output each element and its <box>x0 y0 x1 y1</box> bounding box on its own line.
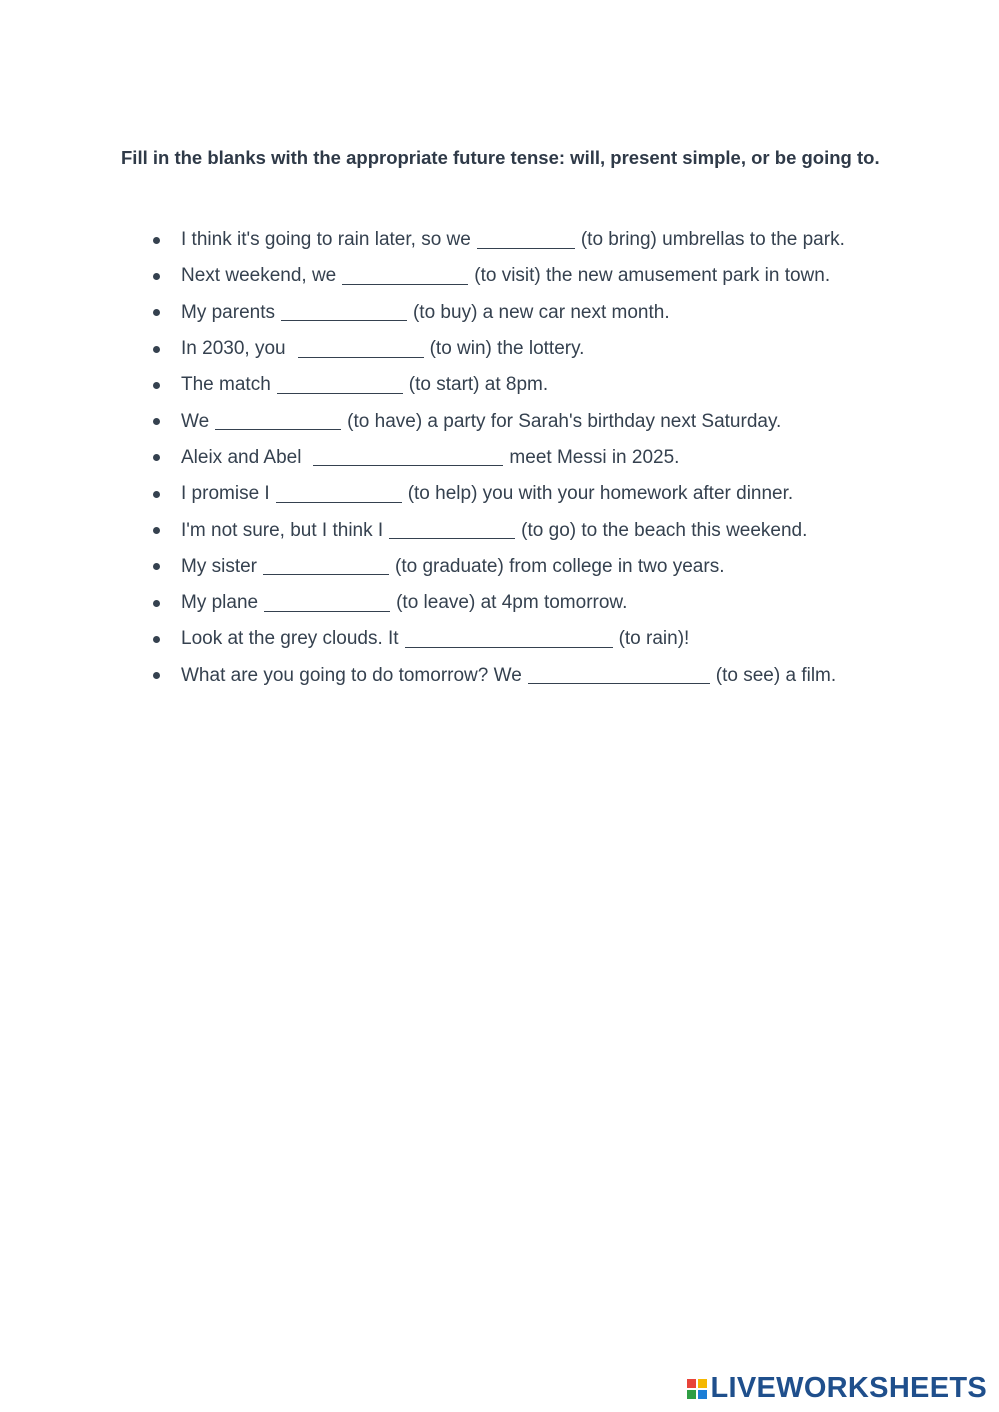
item-text-after: (to have) a party for Sarah's birthday next Saturday. <box>347 410 782 432</box>
item-text-before: My plane <box>181 592 259 614</box>
item-text-before: In 2030, you <box>181 338 286 360</box>
logo-block <box>698 1379 707 1388</box>
answer-blank[interactable] <box>313 449 503 466</box>
bullet-icon <box>153 237 160 244</box>
logo-block <box>698 1390 707 1399</box>
answer-blank[interactable] <box>405 631 613 648</box>
item-text-after: (to rain)! <box>618 628 690 650</box>
answer-blank[interactable] <box>215 413 341 430</box>
item-text-after: (to win) the lottery. <box>429 338 585 360</box>
item-text-after: (to visit) the new amusement park in town. <box>474 265 831 287</box>
list-item <box>150 585 845 621</box>
item-text-after: (to help) you with your homework after dinner. <box>407 483 794 505</box>
answer-blank[interactable] <box>281 304 407 321</box>
answer-blank[interactable] <box>342 268 468 285</box>
list-item <box>150 621 845 657</box>
logo-block <box>687 1379 696 1388</box>
item-text-before: Next weekend, we <box>181 265 337 287</box>
item-text-after: (to start) at 8pm. <box>408 374 549 396</box>
list-item <box>150 476 845 512</box>
item-text-after: (to graduate) from college in two years. <box>395 555 725 577</box>
item-text-before: I think it's going to rain later, so we <box>181 229 471 251</box>
answer-blank[interactable] <box>277 377 403 394</box>
answer-blank[interactable] <box>276 486 402 503</box>
item-text-before: I promise I <box>181 483 270 505</box>
item-text-before: I'm not sure, but I think I <box>181 519 384 541</box>
bullet-icon <box>153 672 160 679</box>
answer-blank[interactable] <box>263 558 389 575</box>
item-text-before: My parents <box>181 301 275 323</box>
list-item <box>150 440 845 476</box>
list-item <box>150 295 845 331</box>
item-text-after: meet Messi in 2025. <box>509 446 680 468</box>
bullet-icon <box>153 563 160 570</box>
exercise-list <box>150 222 845 694</box>
item-text-after: (to go) to the beach this weekend. <box>521 519 808 541</box>
answer-blank[interactable] <box>264 595 390 612</box>
list-item <box>150 658 845 694</box>
item-text-before: Look at the grey clouds. It <box>181 628 399 650</box>
bullet-icon <box>153 600 160 607</box>
bullet-icon <box>153 527 160 534</box>
logo-block <box>687 1390 696 1399</box>
list-item <box>150 258 845 294</box>
bullet-icon <box>153 418 160 425</box>
item-text-before: Aleix and Abel <box>181 446 302 468</box>
bullet-icon <box>153 636 160 643</box>
logo-text: LIVEWORKSHEETS <box>710 1372 987 1404</box>
item-text-before: My sister <box>181 555 257 577</box>
item-text-after: (to buy) a new car next month. <box>412 301 670 323</box>
item-text-after: (to bring) umbrellas to the park. <box>580 229 845 251</box>
answer-blank[interactable] <box>389 522 515 539</box>
bullet-icon <box>153 273 160 280</box>
list-item <box>150 512 845 548</box>
item-text-before: We <box>181 410 210 432</box>
bullet-icon <box>153 491 160 498</box>
list-item <box>150 222 845 258</box>
bullet-icon <box>153 346 160 353</box>
list-item <box>150 403 845 439</box>
logo-blocks-icon <box>687 1379 707 1399</box>
answer-blank[interactable] <box>477 232 575 249</box>
instructions: Fill in the blanks with the appropriate future tense: will, present simple, or be going to. <box>121 147 880 168</box>
item-text-after: (to see) a film. <box>715 664 837 686</box>
answer-blank[interactable] <box>528 667 710 684</box>
item-text-after: (to leave) at 4pm tomorrow. <box>396 592 628 614</box>
list-item <box>150 549 845 585</box>
bullet-icon <box>153 382 160 389</box>
bullet-icon <box>153 454 160 461</box>
list-item <box>150 331 845 367</box>
answer-blank[interactable] <box>298 341 424 358</box>
item-text-before: The match <box>181 374 271 396</box>
liveworksheets-logo <box>687 1372 988 1405</box>
item-text-before: What are you going to do tomorrow? We <box>181 664 522 686</box>
bullet-icon <box>153 309 160 316</box>
list-item <box>150 367 845 403</box>
